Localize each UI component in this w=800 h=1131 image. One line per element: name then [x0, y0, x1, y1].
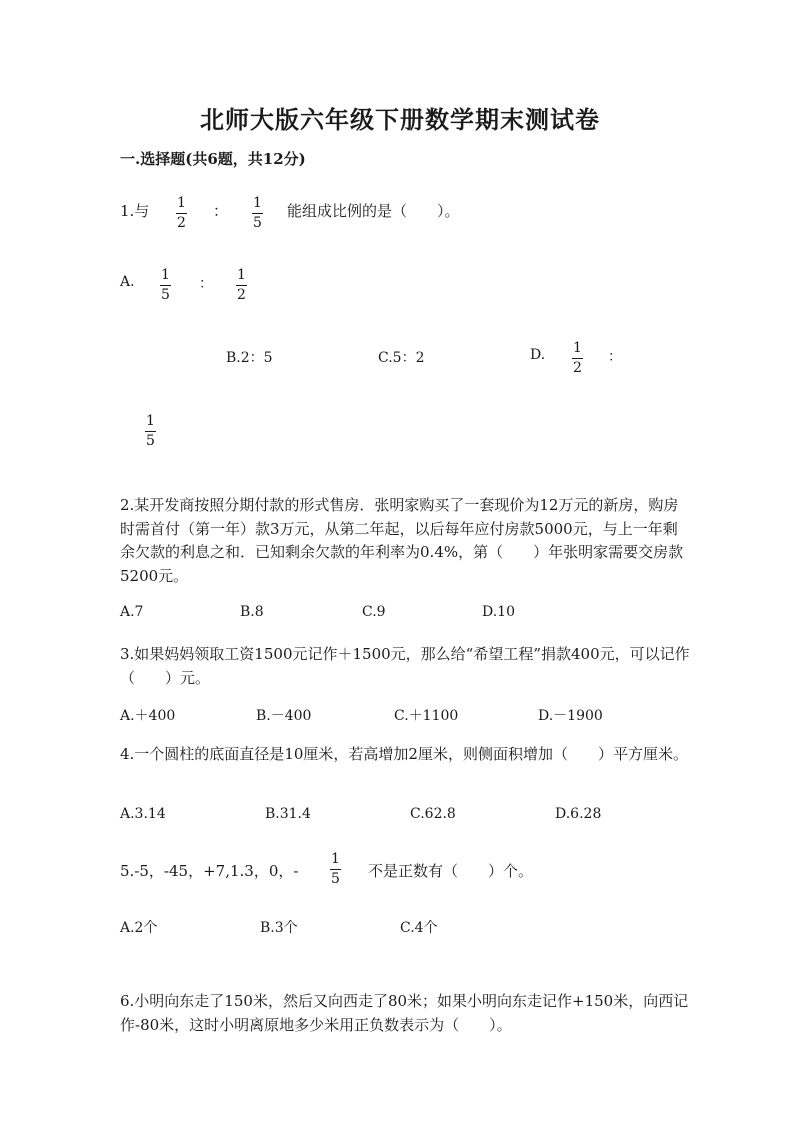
q1-option-a-label: A.	[120, 274, 135, 290]
q4-option-b: B.31.4	[265, 806, 311, 822]
question-2-text: 2.某开发商按照分期付款的形式售房．张明家购买了一套现价为12万元的新房，购房时需首付（第一年）款3万元，从第二年起，以后每年应付房款5000元，与上一年剩余欠款的利息之和．已知剩余欠款的年利率为0.4%，第（ ）年张明家需要交房款5200元。	[120, 496, 684, 585]
q3-option-d: D.－1900	[538, 708, 603, 724]
page-title: 北师大版六年级下册数学期末测试卷	[200, 105, 600, 134]
fraction-numerator: 1	[146, 413, 155, 429]
fraction-bar	[572, 358, 583, 359]
q1-colon: ：	[213, 202, 229, 220]
fraction-bar	[176, 213, 187, 214]
fraction-denominator: 2	[573, 360, 582, 376]
q1-option-a-fraction-1	[160, 268, 171, 303]
q5-option-c: C.4个	[400, 920, 438, 936]
fraction-denominator: 5	[331, 871, 340, 887]
fraction-numerator: 1	[331, 851, 340, 867]
q5-option-b: B.3个	[260, 920, 298, 936]
q4-option-a: A.3.14	[120, 806, 166, 822]
question-3-text: 3.如果妈妈领取工资1500元记作＋1500元，那么给“希望工程”捐款400元，可以记作（ ）元。	[120, 645, 690, 687]
q5-option-a: A.2个	[120, 920, 158, 936]
q2-option-b: B.8	[240, 604, 264, 620]
q1-option-d-fraction-1	[572, 341, 583, 376]
fraction-numerator: 1	[177, 195, 186, 211]
section-heading: 一.选择题(共6题，共12分)	[120, 150, 306, 168]
fraction-denominator: 2	[237, 287, 246, 303]
fraction-denominator: 5	[161, 287, 170, 303]
fraction-bar	[330, 869, 341, 870]
fraction-numerator: 1	[237, 267, 246, 283]
fraction-numerator: 1	[161, 267, 170, 283]
fraction-bar	[252, 213, 263, 214]
fraction-denominator: 2	[177, 215, 186, 231]
q1-option-d-label: D.	[530, 347, 546, 363]
fraction-numerator: 1	[573, 340, 582, 356]
q5-prefix: 5.-5，-45，+7,1.3，0，-	[120, 862, 299, 880]
fraction-numerator: 1	[253, 195, 262, 211]
fraction-denominator: 5	[146, 433, 155, 449]
q1-option-b: B.2：5	[226, 350, 273, 366]
q1-fraction-b	[252, 196, 263, 231]
q1-option-a-colon: ：	[199, 276, 213, 292]
q5-fraction	[330, 852, 341, 887]
q1-option-d-fraction-2	[145, 414, 156, 449]
q3-option-c: C.＋1100	[394, 708, 459, 724]
fraction-bar	[236, 285, 247, 286]
fraction-bar	[160, 285, 171, 286]
q3-option-a: A.＋400	[120, 708, 176, 724]
q3-option-b: B.－400	[256, 708, 312, 724]
q5-suffix: 不是正数有（ ）个。	[368, 862, 534, 880]
q1-fraction-a	[176, 196, 187, 231]
q1-option-d-colon: ：	[608, 349, 622, 365]
question-6-text: 6.小明向东走了150米，然后又向西走了80米；如果小明向东走记作+150米，向西记作-80米，这时小明离原地多少米用正负数表示为（ ）。	[120, 992, 689, 1034]
q1-prefix: 1.与	[120, 202, 150, 220]
q4-option-c: C.62.8	[410, 806, 456, 822]
question-4-text: 4.一个圆柱的底面直径是10厘米，若高增加2厘米，则侧面积增加（ ）平方厘米。	[120, 745, 688, 763]
q1-option-a-fraction-2	[236, 268, 247, 303]
q4-option-d: D.6.28	[555, 806, 602, 822]
fraction-denominator: 5	[253, 215, 262, 231]
q2-option-d: D.10	[482, 604, 515, 620]
q2-option-c: C.9	[362, 604, 386, 620]
q2-option-a: A.7	[120, 604, 144, 620]
q1-option-c: C.5：2	[378, 350, 425, 366]
q1-suffix: 能组成比例的是（ ）。	[287, 202, 460, 220]
fraction-bar	[145, 431, 156, 432]
